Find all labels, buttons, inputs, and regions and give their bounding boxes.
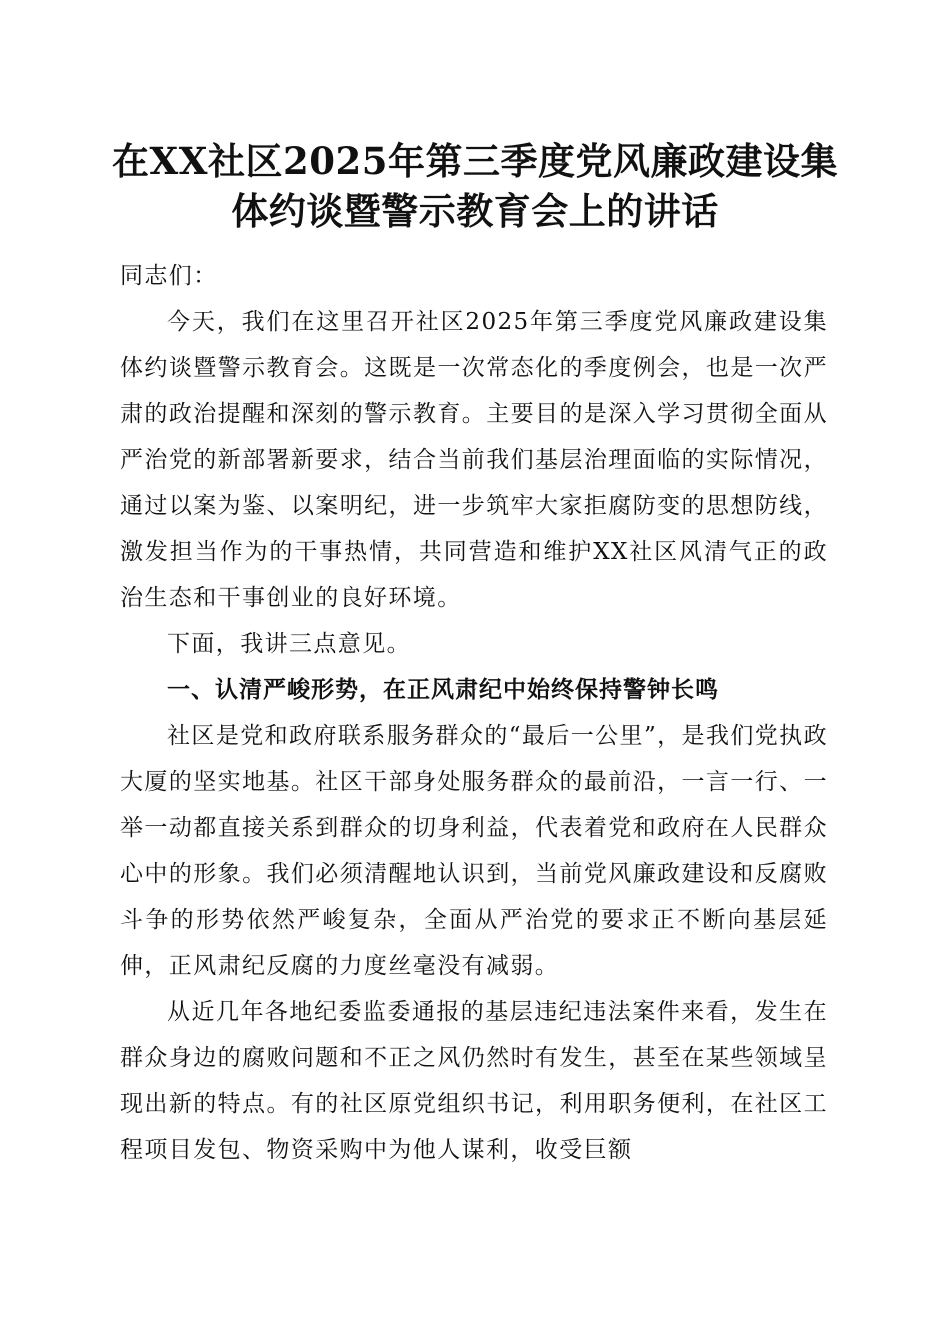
- paragraph-outline: 下面，我讲三点意见。: [167, 631, 411, 657]
- salutation: 同志们：: [120, 263, 218, 289]
- paragraph-opening: 今天，我们在这里召开社区2025年第三季度党风廉政建设集体约谈暨警示教育会。这既是一次常态化的季度例会，也是一次严肃的政治提醒和深刻的警示教育。主要目的是深入学习贯彻全面从严治党的新部署新要求，结合当前我们基层治理面临的实际情况，通过以案为鉴、以案明纪，进一步筑牢大家拒腐防变的思想防线，激发担当作为的干事热情，共同营造和维护XX社区风清气正的政治生态和干事创业的良好环境。: [120, 309, 828, 611]
- title-line-2: 体约谈暨警示教育会上的讲话: [231, 189, 719, 233]
- document-body: [120, 253, 828, 1173]
- section-1-paragraph-1: 社区是党和政府联系服务群众的“最后一公里”，是我们党执政大厦的坚实地基。社区干部身处服务群众的最前沿，一言一行、一举一动都直接关系到群众的切身利益，代表着党和政府在人民群众心中的形象。我们必须清醒地认识到，当前党风廉政建设和反腐败斗争的形势依然严峻复杂，全面从严治党的要求正不断向基层延伸，正风肃纪反腐的力度丝毫没有减弱。: [120, 723, 828, 979]
- document-title: [100, 136, 850, 236]
- section-heading-1: 一、认清严峻形势，在正风肃纪中始终保持警钟长鸣: [167, 677, 719, 703]
- section-1-paragraph-2: 从近几年各地纪委监委通报的基层违纪违法案件来看，发生在群众身边的腐败问题和不正之风仍然时有发生，甚至在某些领域呈现出新的特点。有的社区原党组织书记，利用职务便利，在社区工程项目发包、物资采购中为他人谋利，收受巨额: [120, 999, 828, 1163]
- title-line-1: 在XX社区2025年第三季度党风廉政建设集: [112, 139, 838, 183]
